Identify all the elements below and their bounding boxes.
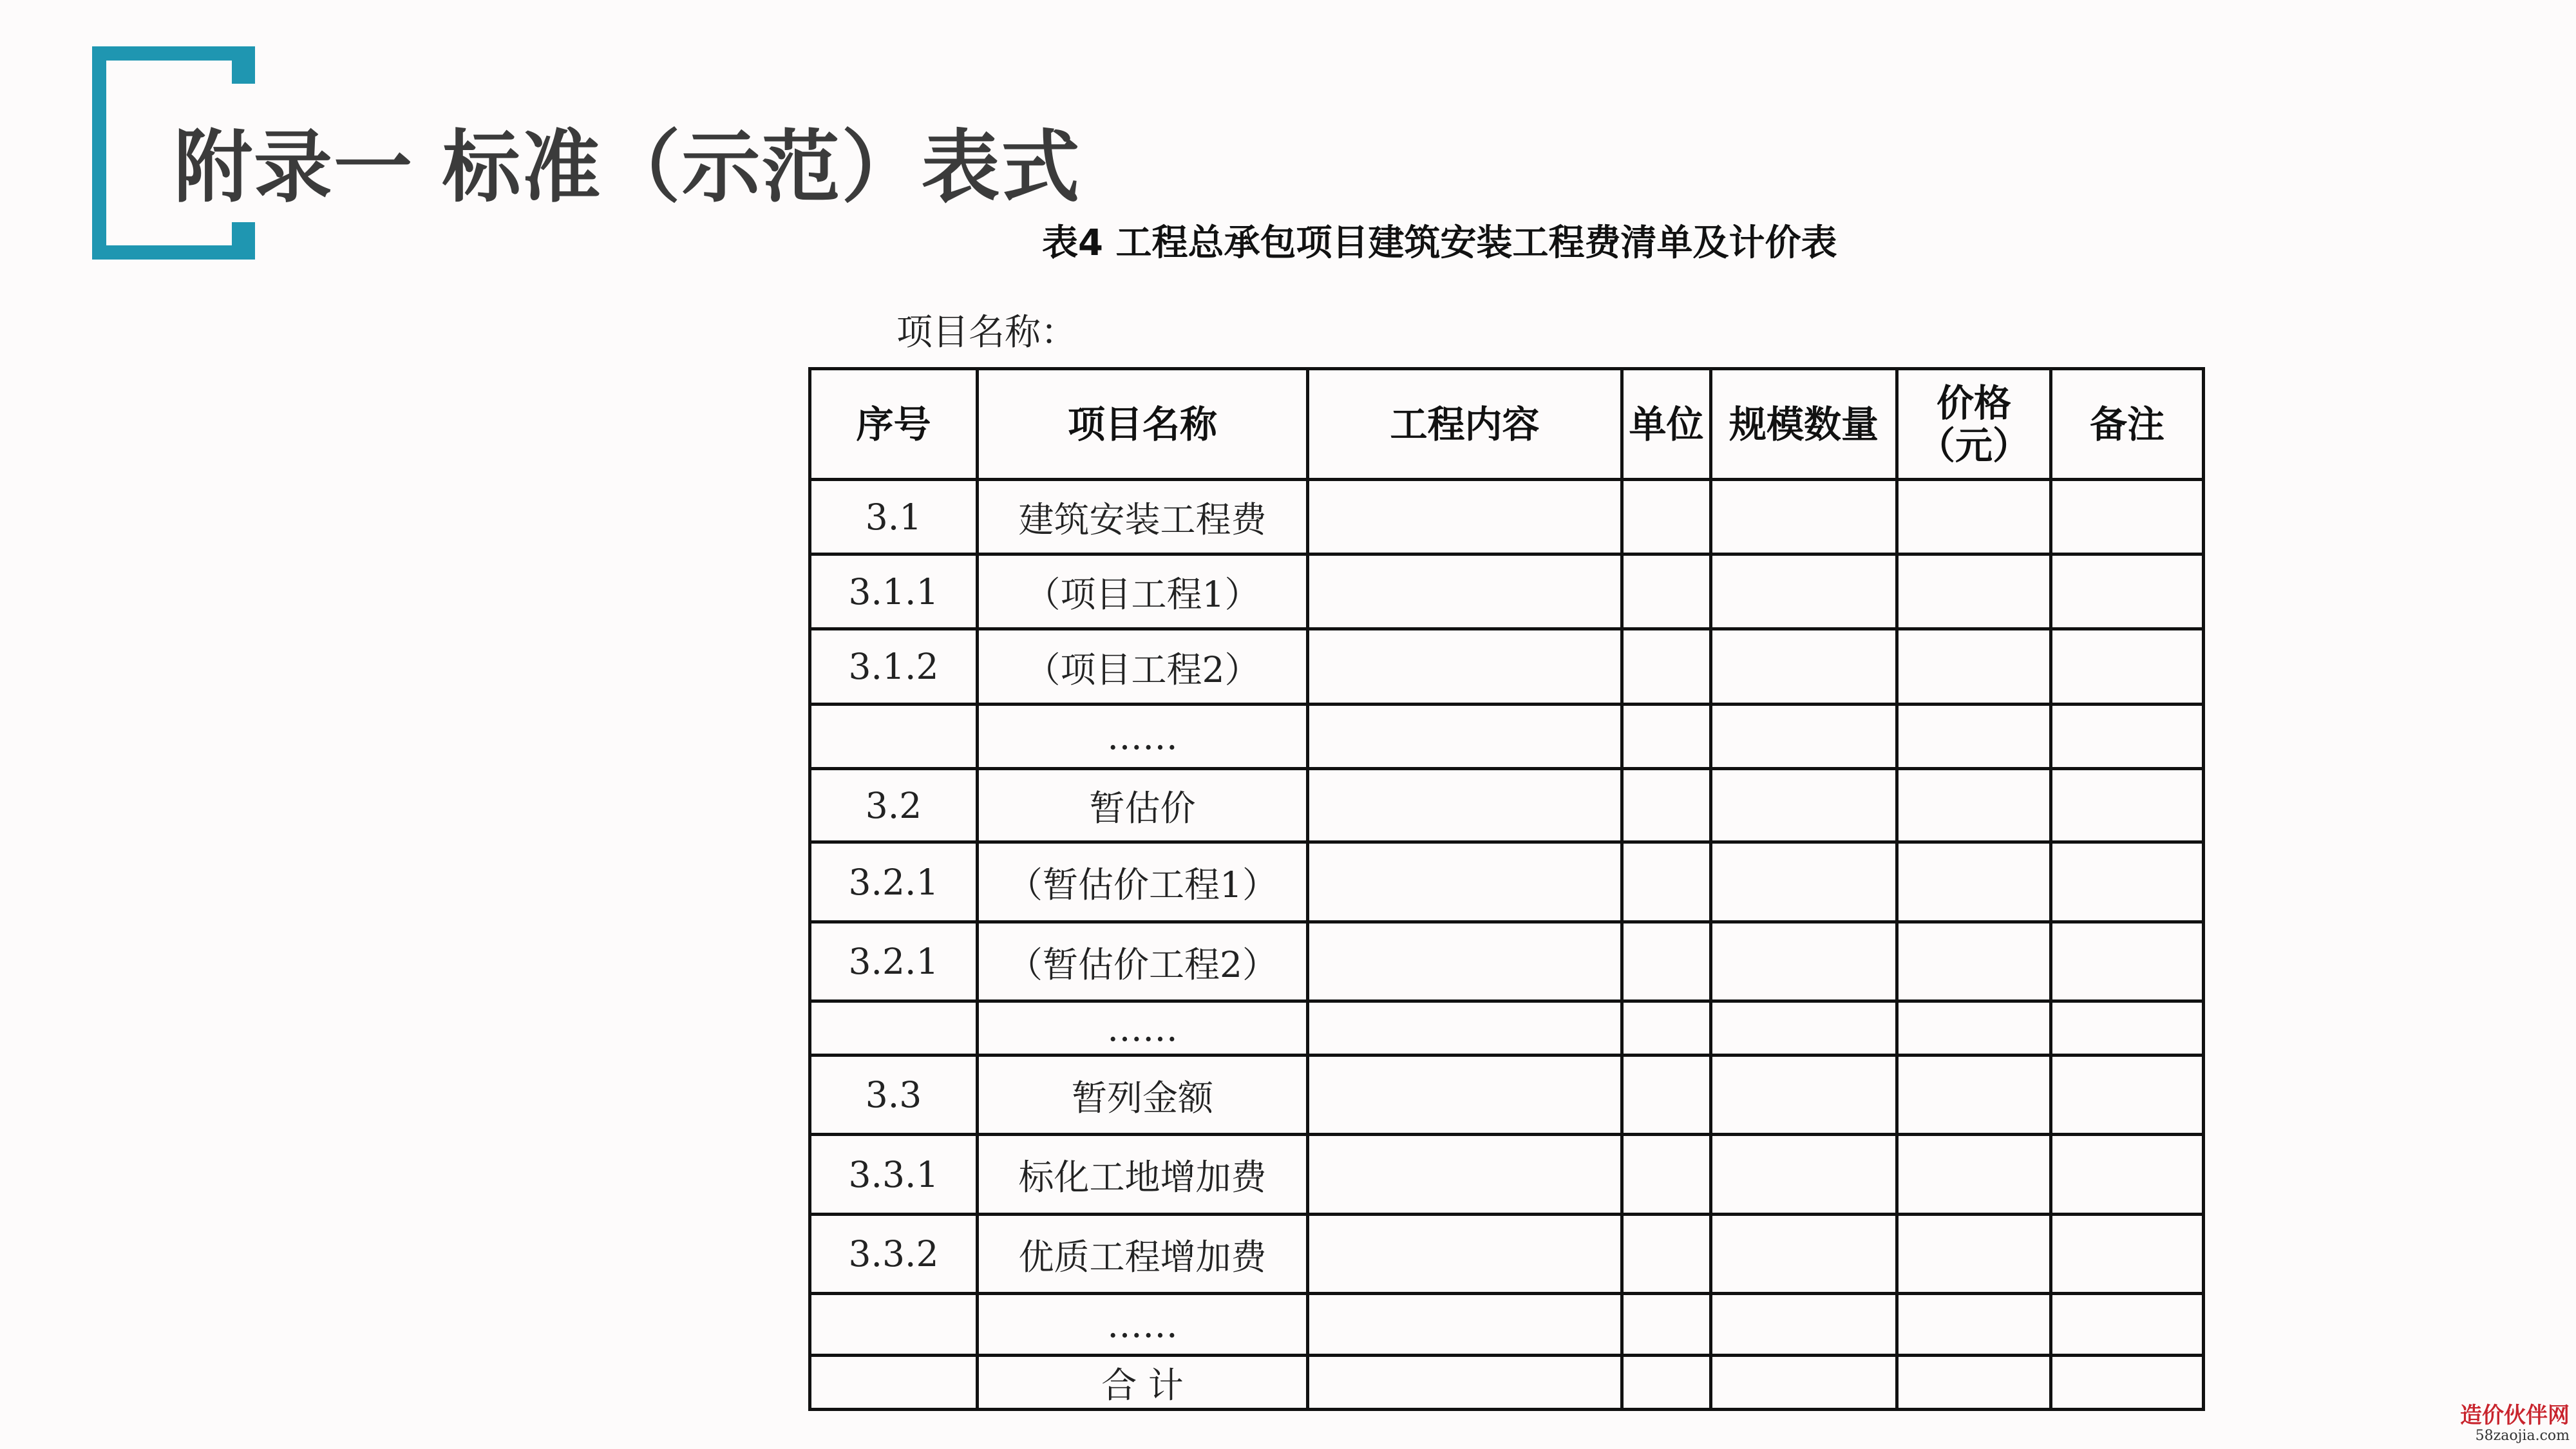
- cell-seq: 3.1: [810, 480, 978, 554]
- table-row: [810, 1135, 2204, 1215]
- table-row: [810, 922, 2204, 1001]
- table-row: [810, 705, 2204, 769]
- watermark-brand: 造价伙伴网: [2460, 1403, 2570, 1429]
- cell-work-content: [1308, 1001, 1622, 1056]
- cell-quantity: [1711, 769, 1897, 842]
- cell-item-name: （项目工程2）: [978, 629, 1308, 705]
- cell-item-name: 优质工程增加费: [978, 1215, 1308, 1294]
- cell-seq: 3.2.1: [810, 842, 978, 922]
- cell-work-content: [1308, 842, 1622, 922]
- cell-quantity: [1711, 842, 1897, 922]
- cell-price: [1897, 629, 2051, 705]
- cell-price: [1897, 1135, 2051, 1215]
- cell-work-content: [1308, 1215, 1622, 1294]
- cell-item-name: （暂估价工程1）: [978, 842, 1308, 922]
- cell-seq: 3.1.2: [810, 629, 978, 705]
- table-row: [810, 1056, 2204, 1135]
- cell-work-content: [1308, 1056, 1622, 1135]
- cell-unit: [1622, 842, 1711, 922]
- cell-price: [1897, 1294, 2051, 1356]
- watermark-logo: [2460, 1404, 2570, 1444]
- table-row: [810, 1001, 2204, 1056]
- cell-unit: [1622, 705, 1711, 769]
- cell-seq: 3.1.1: [810, 554, 978, 629]
- page-title: 附录一 标准（示范）表式: [174, 122, 1081, 213]
- cell-seq: [810, 1356, 978, 1410]
- bracket-tick-bottom: [232, 222, 255, 260]
- cell-price: [1897, 842, 2051, 922]
- cell-remarks: [2051, 922, 2204, 1001]
- header-unit: 单位: [1622, 369, 1711, 480]
- cell-seq: [810, 1294, 978, 1356]
- cell-unit: [1622, 1356, 1711, 1410]
- cell-quantity: [1711, 1215, 1897, 1294]
- table-row-total: [810, 1356, 2204, 1410]
- cell-quantity: [1711, 922, 1897, 1001]
- cell-remarks: [2051, 1001, 2204, 1056]
- cell-price: [1897, 769, 2051, 842]
- cell-price: [1897, 705, 2051, 769]
- cell-unit: [1622, 922, 1711, 1001]
- cell-item-name: 标化工地增加费: [978, 1135, 1308, 1215]
- table-row: [810, 480, 2204, 554]
- cell-item-name: ……: [978, 1294, 1308, 1356]
- cell-unit: [1622, 554, 1711, 629]
- cell-item-name: ……: [978, 1001, 1308, 1056]
- cell-unit: [1622, 480, 1711, 554]
- cell-unit: [1622, 1294, 1711, 1356]
- cell-price: [1897, 480, 2051, 554]
- table-row: [810, 842, 2204, 922]
- cell-item-name: 建筑安装工程费: [978, 480, 1308, 554]
- header-price: 价格（元）: [1897, 369, 2051, 480]
- cell-remarks: [2051, 1135, 2204, 1215]
- cell-unit: [1622, 1056, 1711, 1135]
- table-row: [810, 629, 2204, 705]
- cell-seq: 3.3.1: [810, 1135, 978, 1215]
- cell-remarks: [2051, 1056, 2204, 1135]
- cell-remarks: [2051, 842, 2204, 922]
- cell-remarks: [2051, 769, 2204, 842]
- cell-item-name: ……: [978, 705, 1308, 769]
- header-item-name: 项目名称: [978, 369, 1308, 480]
- header-seq: 序号: [810, 369, 978, 480]
- header-quantity: 规模数量: [1711, 369, 1897, 480]
- cell-seq: 3.2: [810, 769, 978, 842]
- project-name-label: 项目名称：: [896, 312, 1077, 354]
- cell-seq: 3.3.2: [810, 1215, 978, 1294]
- cell-remarks: [2051, 1356, 2204, 1410]
- cell-remarks: [2051, 1294, 2204, 1356]
- cell-quantity: [1711, 1356, 1897, 1410]
- cell-remarks: [2051, 1215, 2204, 1294]
- cell-item-name: 暂估价: [978, 769, 1308, 842]
- cell-item-name: 暂列金额: [978, 1056, 1308, 1135]
- cell-quantity: [1711, 1135, 1897, 1215]
- cell-price: [1897, 1056, 2051, 1135]
- cell-seq: 3.3: [810, 1056, 978, 1135]
- cell-remarks: [2051, 629, 2204, 705]
- cell-item-name: （暂估价工程2）: [978, 922, 1308, 1001]
- cell-work-content: [1308, 1356, 1622, 1410]
- cell-item-name: （项目工程1）: [978, 554, 1308, 629]
- header-remarks: 备注: [2051, 369, 2204, 480]
- cell-seq: 3.2.1: [810, 922, 978, 1001]
- cell-price: [1897, 922, 2051, 1001]
- cell-work-content: [1308, 705, 1622, 769]
- cell-quantity: [1711, 1001, 1897, 1056]
- table-header-row: [810, 369, 2204, 480]
- cell-seq: [810, 1001, 978, 1056]
- cell-remarks: [2051, 705, 2204, 769]
- cell-quantity: [1711, 629, 1897, 705]
- table-row: [810, 554, 2204, 629]
- cell-work-content: [1308, 480, 1622, 554]
- cell-work-content: [1308, 629, 1622, 705]
- cell-work-content: [1308, 922, 1622, 1001]
- cell-quantity: [1711, 554, 1897, 629]
- cell-unit: [1622, 769, 1711, 842]
- table-row: [810, 769, 2204, 842]
- cell-quantity: [1711, 1056, 1897, 1135]
- header-work-content: 工程内容: [1308, 369, 1622, 480]
- bracket-tick-top: [232, 46, 255, 84]
- cell-remarks: [2051, 554, 2204, 629]
- cell-work-content: [1308, 1294, 1622, 1356]
- price-table: [808, 367, 2205, 1411]
- cell-item-name: 合 计: [978, 1356, 1308, 1410]
- table-row: [810, 1215, 2204, 1294]
- cell-work-content: [1308, 554, 1622, 629]
- cell-price: [1897, 1356, 2051, 1410]
- cell-unit: [1622, 1135, 1711, 1215]
- table-row: [810, 1294, 2204, 1356]
- cell-seq: [810, 705, 978, 769]
- watermark-site: 58zaojia.com: [2475, 1427, 2570, 1444]
- table-caption: 表4 工程总承包项目建筑安装工程费清单及计价表: [1042, 222, 1837, 264]
- cell-unit: [1622, 1001, 1711, 1056]
- cell-unit: [1622, 629, 1711, 705]
- cell-quantity: [1711, 480, 1897, 554]
- cell-quantity: [1711, 1294, 1897, 1356]
- cell-quantity: [1711, 705, 1897, 769]
- cell-price: [1897, 554, 2051, 629]
- cell-unit: [1622, 1215, 1711, 1294]
- cell-work-content: [1308, 1135, 1622, 1215]
- cell-price: [1897, 1001, 2051, 1056]
- cell-price: [1897, 1215, 2051, 1294]
- cell-work-content: [1308, 769, 1622, 842]
- cell-remarks: [2051, 480, 2204, 554]
